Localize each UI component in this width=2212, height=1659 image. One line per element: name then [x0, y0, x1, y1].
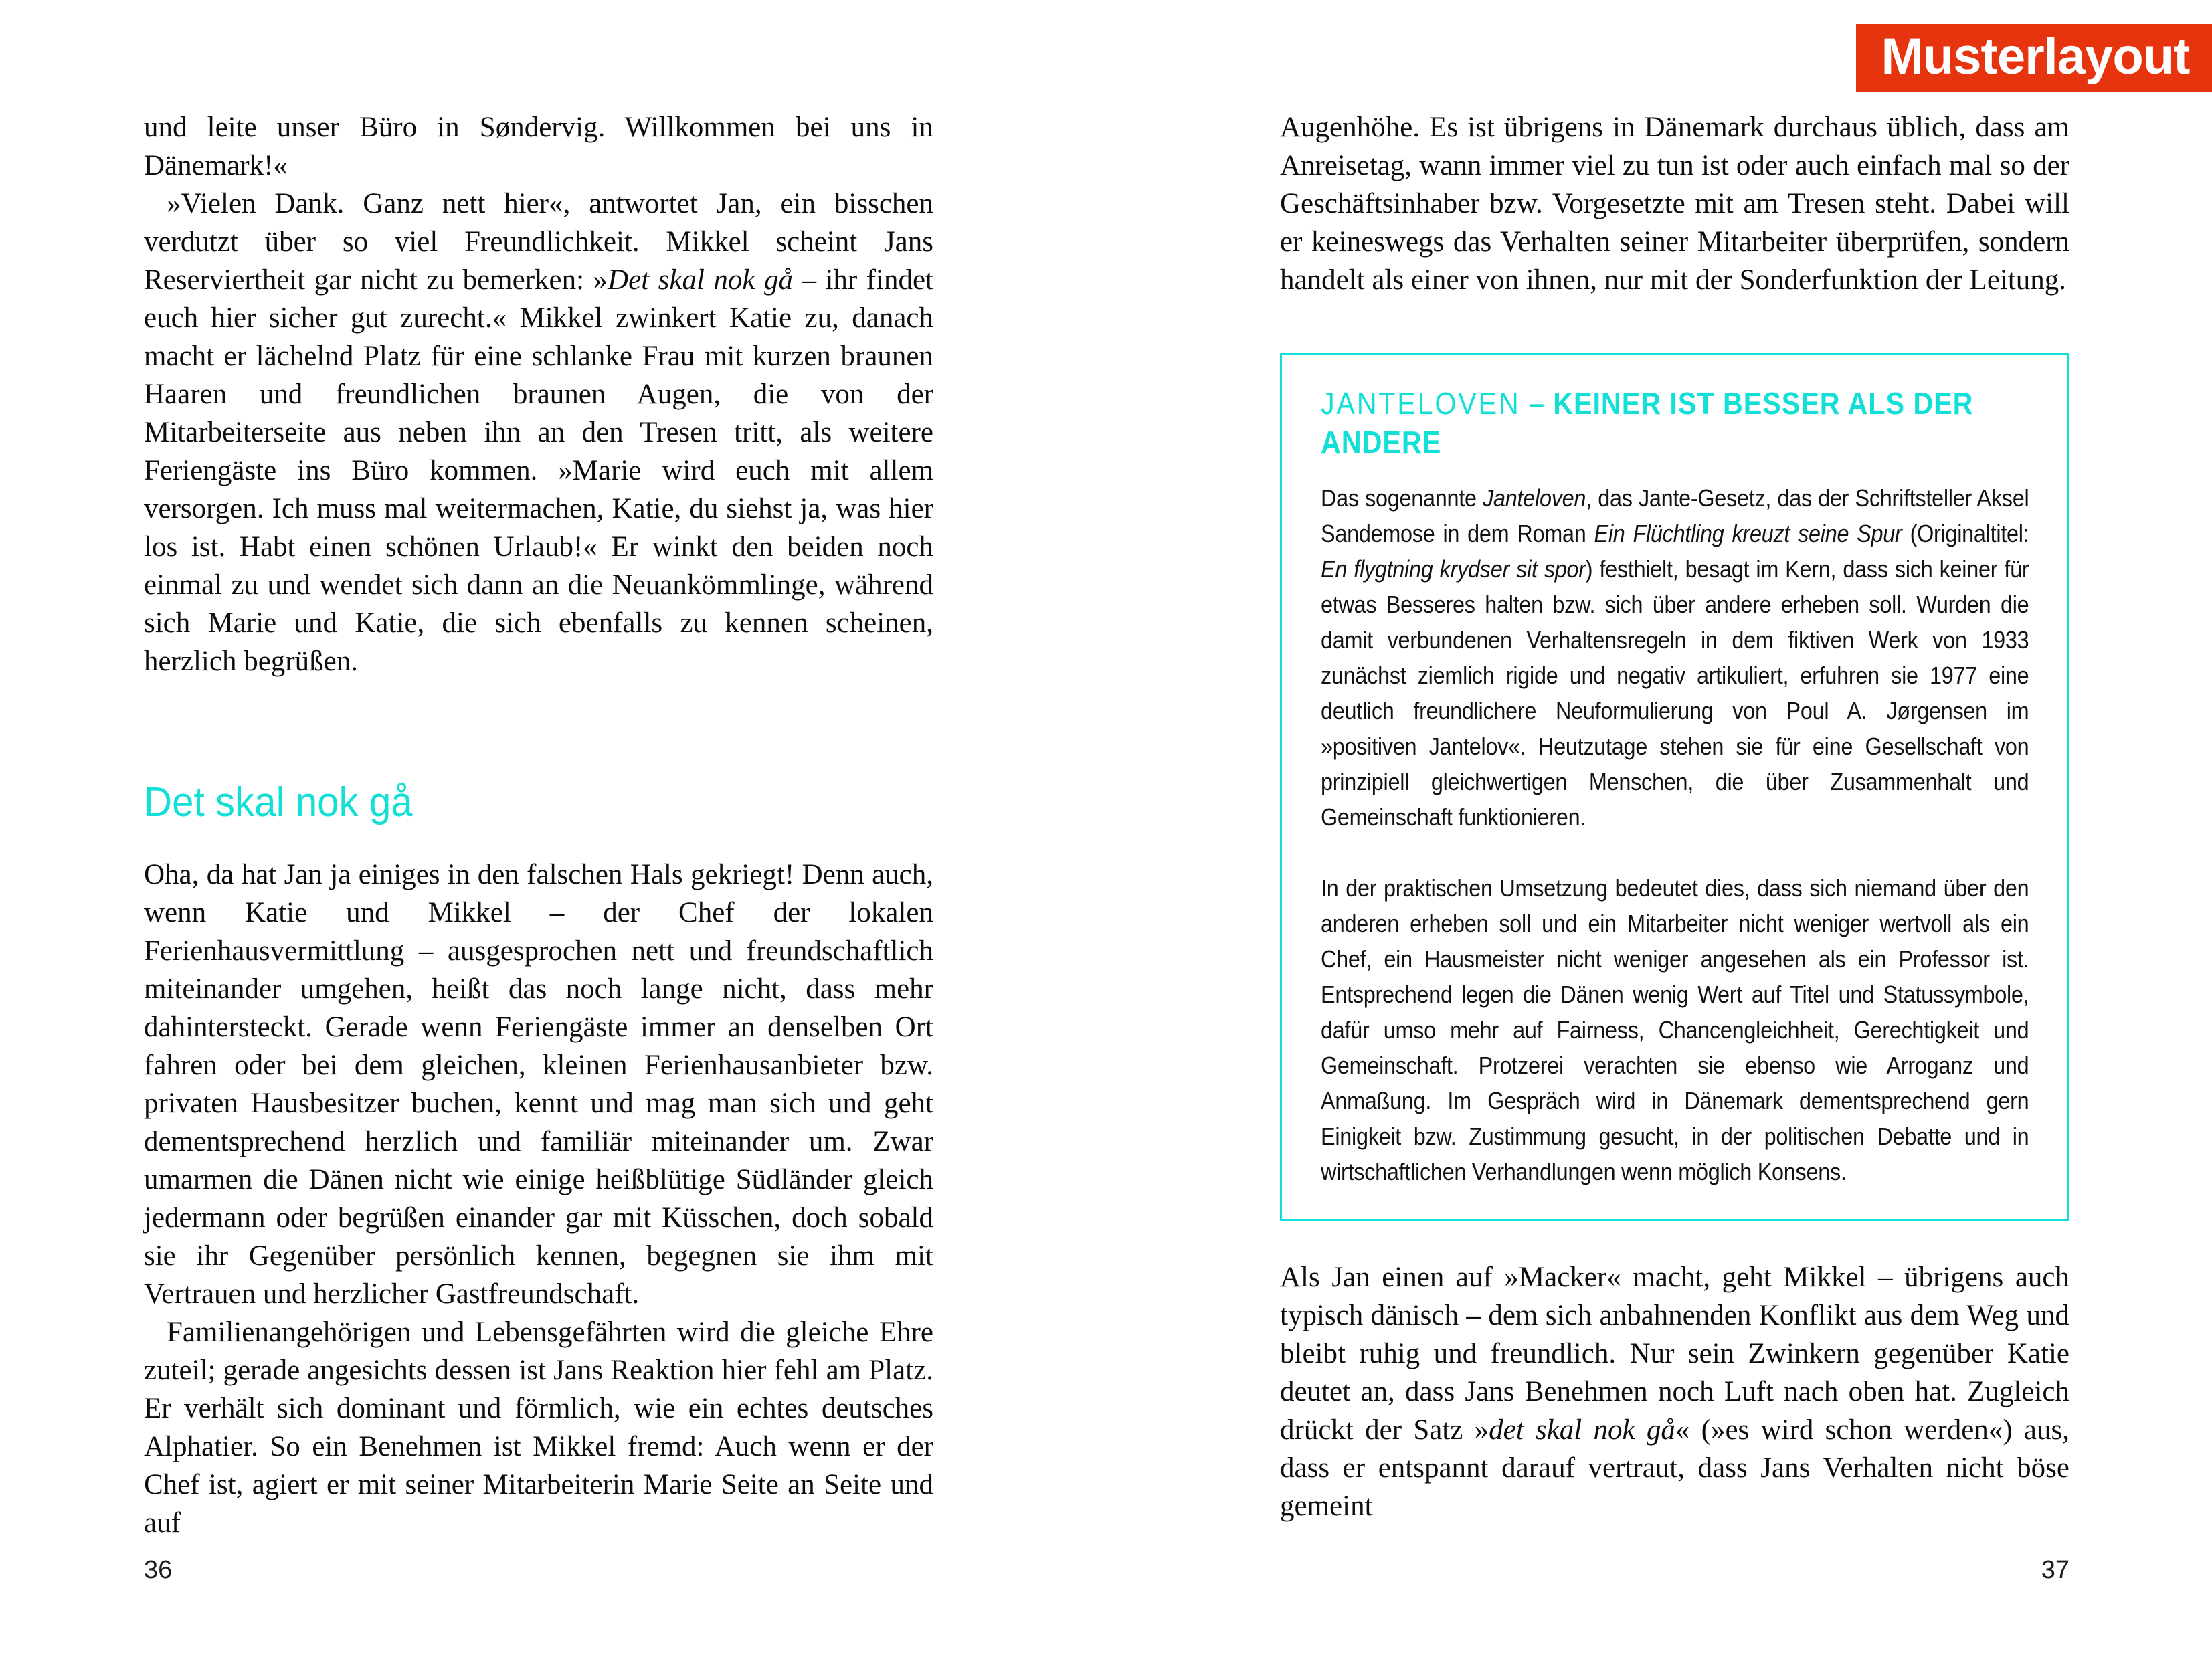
body-paragraph [144, 185, 933, 680]
italic-phrase: det skal nok gå [1489, 1414, 1675, 1446]
paragraph-text: (Originaltitel: [1902, 520, 2029, 547]
infobox-paragraph: In der praktischen Umsetzung bedeutet dies, dass sich niemand über den anderen erheben soll und ein Mitarbeiter nicht weniger wertvoll als ein Chef, ein Hausmeister nicht weniger angesehen als ein Professor ist. Entsprechend legen die Dänen wenig Wert auf Titel und Statussymbole, dafür umso mehr auf Fairness, Chancengleichheit, Gerechtigkeit und Gemeinschaft. Protzerei verachten sie ebenso wie Arroganz und Anmaßung. Im Gespräch wird in Dänemark dementsprechend gern Einigkeit bzw. Zustimmung gesucht, in der politischen Debatte und in wirtschaftlichen Verhandlungen wenn möglich Konsens. [1321, 874, 2029, 1185]
infobox-title-bold: – KEINER IST BESSER ALS DER ANDERE [1321, 386, 1974, 460]
page-number-left: 36 [144, 1556, 173, 1584]
left-text-column [144, 108, 933, 1542]
right-text-column [1280, 108, 2069, 1525]
page-right [1106, 0, 2212, 1659]
paragraph-text: ) festhielt, besagt im Kern, dass sich keiner für etwas Besseres halten bzw. sich über andere erheben soll. Wurden die damit verbundenen Verhaltensregeln in dem fiktiven Werk von 1933 zunächst ziemlich rigide und negativ artikuliert, erfuhren sie 1977 eine deutlich freundlichere Neuformulierung von Poul A. Jørgensen im »positiven Jantelov«. Heutzutage stehen sie für eine Gesellschaft von prinzipiell gleichwertigen Menschen, die über Zusammenhalt und Gemeinschaft funktionieren. [1321, 555, 2029, 831]
body-paragraph [1280, 1258, 2069, 1525]
italic-phrase: Janteloven [1483, 484, 1586, 512]
banner-label: Musterlayout [1881, 27, 2190, 85]
infobox-paragraph [1321, 480, 2029, 835]
paragraph-text: Als Jan einen auf »Macker« macht, geht Mikkel – übrigens auch typisch dänisch – dem sich anbahnenden Konflikt aus dem Weg und bleibt ruhig und freundlich. Nur sein Zwinkern gegenüber Katie deutet an, dass Jans Benehmen noch Luft nach oben hat. Zugleich drückt der Satz » [1280, 1262, 2069, 1446]
body-paragraph: Familienangehörigen und Lebensgefährten wird die gleiche Ehre zuteil; gerade angesichts dessen ist Jans Reaktion hier fehl am Platz. Er verhält sich dominant und förmlich, wie ein echtes deutsches Alphatier. So ein Benehmen ist Mikkel fremd: Auch wenn er der Chef ist, agiert er mit seiner Mitarbeiterin Marie Seite an Seite und auf [144, 1316, 933, 1539]
infobox-title [1321, 384, 2029, 462]
body-paragraph: Augenhöhe. Es ist übrigens in Dänemark durchaus üblich, dass am Anreisetag, wann immer viel zu tun ist oder auch einfach mal so der Geschäftsinhaber bzw. Vorgesetzte mit am Tresen steht. Dabei will er keineswegs das Verhalten seiner Mitarbeiter überprüfen, sondern handelt als einer von ihnen, nur mit der Sonderfunktion der Leitung. [1280, 112, 2069, 296]
body-paragraph: Oha, da hat Jan ja einiges in den falschen Hals gekriegt! Denn auch, wenn Katie und Mikkel – der Chef der lokalen Ferienhausvermittlung – ausgesprochen nett und freundschaftlich miteinander umgehen, heißt das noch lange nicht, dass mehr dahintersteckt. Gerade wenn Feriengäste immer an denselben Ort fahren oder bei dem gleichen, kleinen Ferienhausanbieter bzw. privaten Hausbesitzer buchen, kennt und mag man sich und geht dementsprechend herzlich und familiär miteinander um. Zwar umarmen die Dänen nicht wie einige heißblütige Südländer gleich jedermann oder begrüßen einander gar mit Küsschen, doch sobald sie ihr Gegenüber persönlich kennen, begegnen sie ihm mit Vertrauen und herzlicher Gastfreundschaft. [144, 859, 933, 1310]
paragraph-text: Das sogenannte [1321, 484, 1483, 512]
janteloven-infobox [1280, 353, 2069, 1221]
italic-phrase: Det skal nok gå [608, 264, 793, 296]
section-heading: Det skal nok gå [144, 779, 413, 825]
italic-phrase: En flygtning krydser sit spor [1321, 555, 1586, 583]
paragraph-text: « (»es wird schon werden«) aus, dass er entspannt darauf vertraut, dass Jans Verhalten nicht böse gemeint [1280, 1414, 2069, 1522]
infobox-title-light: JANTELOVEN [1321, 386, 1521, 421]
italic-phrase: Ein Flüchtling kreuzt seine Spur [1594, 520, 1902, 547]
body-paragraph: und leite unser Büro in Søndervig. Willkommen bei uns in Dänemark!« [144, 112, 933, 181]
page-number-right: 37 [2041, 1556, 2069, 1584]
paragraph-text: »Vielen Dank. Ganz nett hier«, antwortet Jan, ein bisschen verdutzt über so viel Freundlichkeit. Mikkel scheint Jans Reserviertheit gar nicht zu bemerken: » [144, 188, 933, 296]
paragraph-text: , das Jante-Gesetz, das der Schriftsteller Aksel Sandemose in dem Roman [1321, 484, 2029, 547]
paragraph-text: – ihr findet euch hier sicher gut zurecht.« Mikkel zwinkert Katie zu, danach macht er lächelnd Platz für eine schlanke Frau mit kurzen braunen Haaren und freundlichen braunen Augen, die von der Mitarbeiterseite aus neben ihn an den Tresen tritt, als weitere Feriengäste ins Büro kommen. »Marie wird euch mit allem versorgen. Ich muss mal weitermachen, Katie, du siehst ja, was hier los ist. Habt einen schönen Urlaub!« Er winkt den beiden noch einmal zu und wendet sich dann an die Neuankömmlinge, während sich Marie und Katie, die sich ebenfalls zu kennen scheinen, herzlich begrüßen. [144, 264, 933, 677]
